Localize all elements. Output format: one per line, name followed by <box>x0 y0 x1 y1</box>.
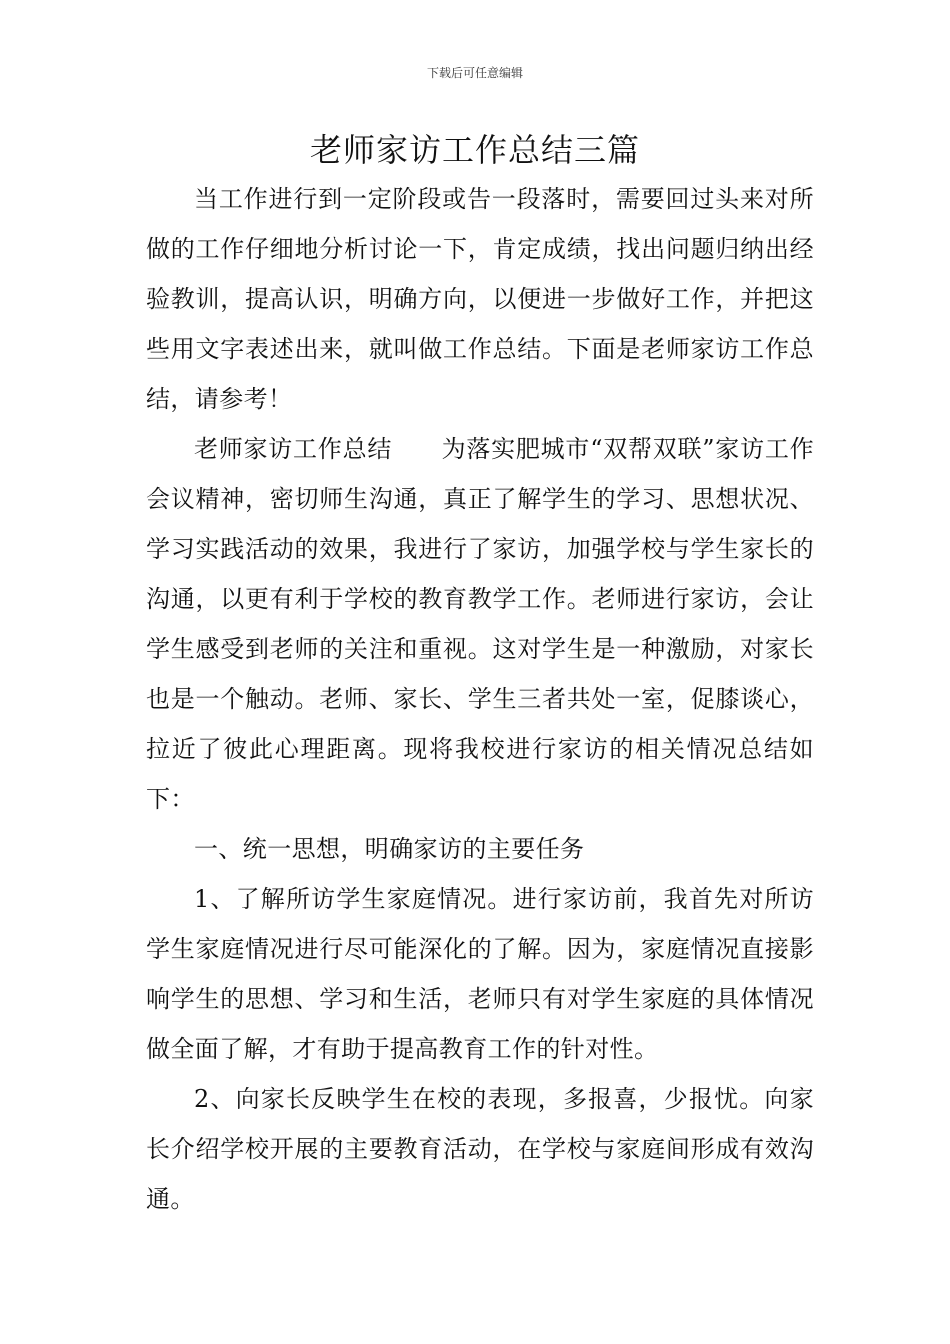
summary-paragraph: 老师家访工作总结 为落实肥城市“双帮双联”家访工作会议精神，密切师生沟通，真正了解学生的学习、思想状况、学习实践活动的效果，我进行了家访，加强学校与学生家长的沟通，以更有利于学校的教育教学工作。老师进行家访，会让学生感受到老师的关注和重视。这对学生是一种激励，对家长也是一个触动。老师、家长、学生三者共处一室，促膝谈心，拉近了彼此心理距离。现将我校进行家访的相关情况总结如下： <box>146 435 814 813</box>
document-body <box>146 174 814 1224</box>
page-title: 老师家访工作总结三篇 <box>309 131 640 169</box>
task-item-2: 2、向家长反映学生在校的表现，多报喜，少报忧。向家长介绍学校开展的主要教育活动，在学校与家庭间形成有效沟通。 <box>146 1085 814 1213</box>
task-item-1: 1、了解所访学生家庭情况。进行家访前，我首先对所访学生家庭情况进行尽可能深化的了解。因为，家庭情况直接影响学生的思想、学习和生活，老师只有对学生家庭的具体情况做全面了解，才有助于提高教育工作的针对性。 <box>146 885 814 1063</box>
header-note: 下载后可任意编辑 <box>426 66 523 80</box>
intro-paragraph: 当工作进行到一定阶段或告一段落时，需要回过头来对所做的工作仔细地分析讨论一下，肯定成绩，找出问题归纳出经验教训，提高认识，明确方向，以便进一步做好工作，并把这些用文字表述出来，就叫做工作总结。下面是老师家访工作总结，请参考！ <box>146 185 814 413</box>
section-heading: 一、统一思想，明确家访的主要任务 <box>194 835 585 863</box>
